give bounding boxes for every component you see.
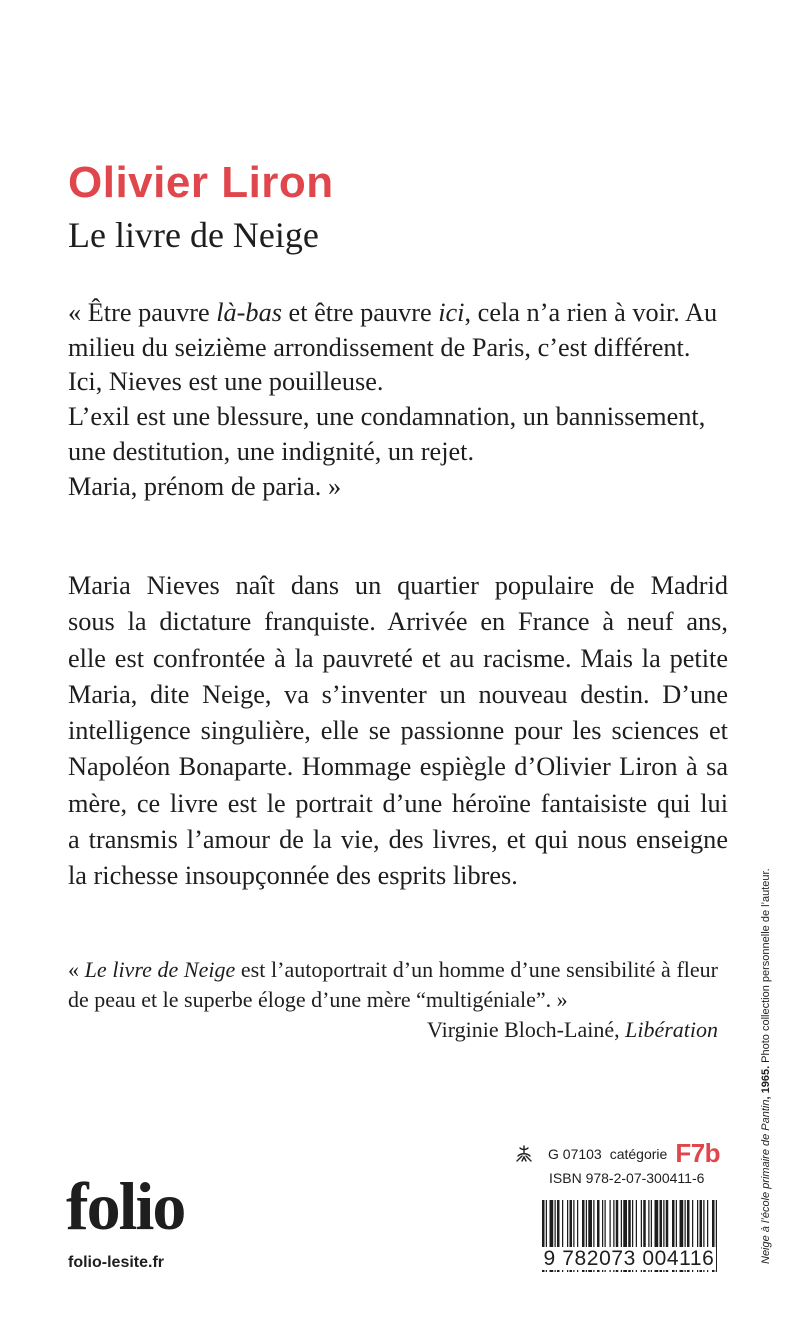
review-line: « Le livre de Neige est l’autoportrait d’un homme d’une sensibilité à fleur bbox=[68, 957, 718, 982]
book-summary bbox=[68, 568, 728, 895]
press-review bbox=[68, 955, 718, 1045]
summary-line: intelligence singulière, elle se passionne pour les sciences et bbox=[68, 716, 728, 746]
summary-line: Maria, dite Neige, va s’inventer un nouveau destin. D’une bbox=[68, 679, 728, 709]
summary-line: Napoléon Bonaparte. Hommage espiègle d’Olivier Liron à sa bbox=[68, 752, 728, 782]
price-category: F7b bbox=[675, 1138, 721, 1168]
quote-line: une destitution, une indignité, un rejet. bbox=[68, 436, 475, 466]
catalog-info bbox=[514, 1138, 720, 1169]
quote-line: milieu du seizième arrondissement de Paris, c’est différent. bbox=[68, 332, 691, 362]
gallimard-logo-icon bbox=[514, 1144, 534, 1164]
author-name: Olivier Liron bbox=[68, 158, 334, 207]
review-line: de peau et le superbe éloge d’une mère “multigéniale”. » bbox=[68, 987, 568, 1012]
summary-line: a transmis l’amour de la vie, des livres, et qui nous enseigne bbox=[68, 825, 728, 855]
category-label: catégorie bbox=[609, 1145, 668, 1162]
catalog-code: G 07103 bbox=[548, 1145, 602, 1162]
quote-line: Ici, Nieves est une pouilleuse. bbox=[68, 367, 384, 397]
isbn: ISBN 978-2-07-300411-6 bbox=[549, 1170, 705, 1186]
quote-line: L’exil est une blessure, une condamnation, un bannissement, bbox=[68, 402, 706, 432]
quote-line: « Être pauvre là-bas et être pauvre ici, cela n’a rien à voir. Au bbox=[68, 298, 718, 327]
review-book-title: Le livre de Neige bbox=[84, 957, 236, 982]
review-outlet: Libération bbox=[625, 1017, 718, 1042]
photo-credit: Neige à l’école primaire de Pantin, 1965. Photo collection personnelle de l’auteur. bbox=[760, 868, 772, 1264]
summary-line: Maria Nieves naît dans un quartier populaire de Madrid bbox=[68, 571, 728, 600]
opening-quote bbox=[68, 296, 748, 504]
summary-line: elle est confrontée à la pauvreté et au racisme. Mais la petite bbox=[68, 643, 728, 673]
summary-line: sous la dictature franquiste. Arrivée en France à neuf ans, bbox=[68, 607, 728, 637]
quote-line: Maria, prénom de paria. » bbox=[68, 471, 342, 501]
barcode-digits: 9 782073 004116 bbox=[543, 1247, 715, 1270]
summary-line: la richesse insoupçonnée des esprits libres. bbox=[68, 861, 518, 891]
book-title: Le livre de Neige bbox=[68, 215, 319, 255]
summary-line: mère, ce livre est le portrait d’une héroïne fantaisiste qui lui bbox=[68, 788, 728, 818]
folio-logo: folio bbox=[66, 1168, 185, 1244]
review-source: Virginie Bloch-Lainé, Libération bbox=[427, 1017, 718, 1042]
publisher-website[interactable]: folio-lesite.fr bbox=[68, 1254, 165, 1271]
